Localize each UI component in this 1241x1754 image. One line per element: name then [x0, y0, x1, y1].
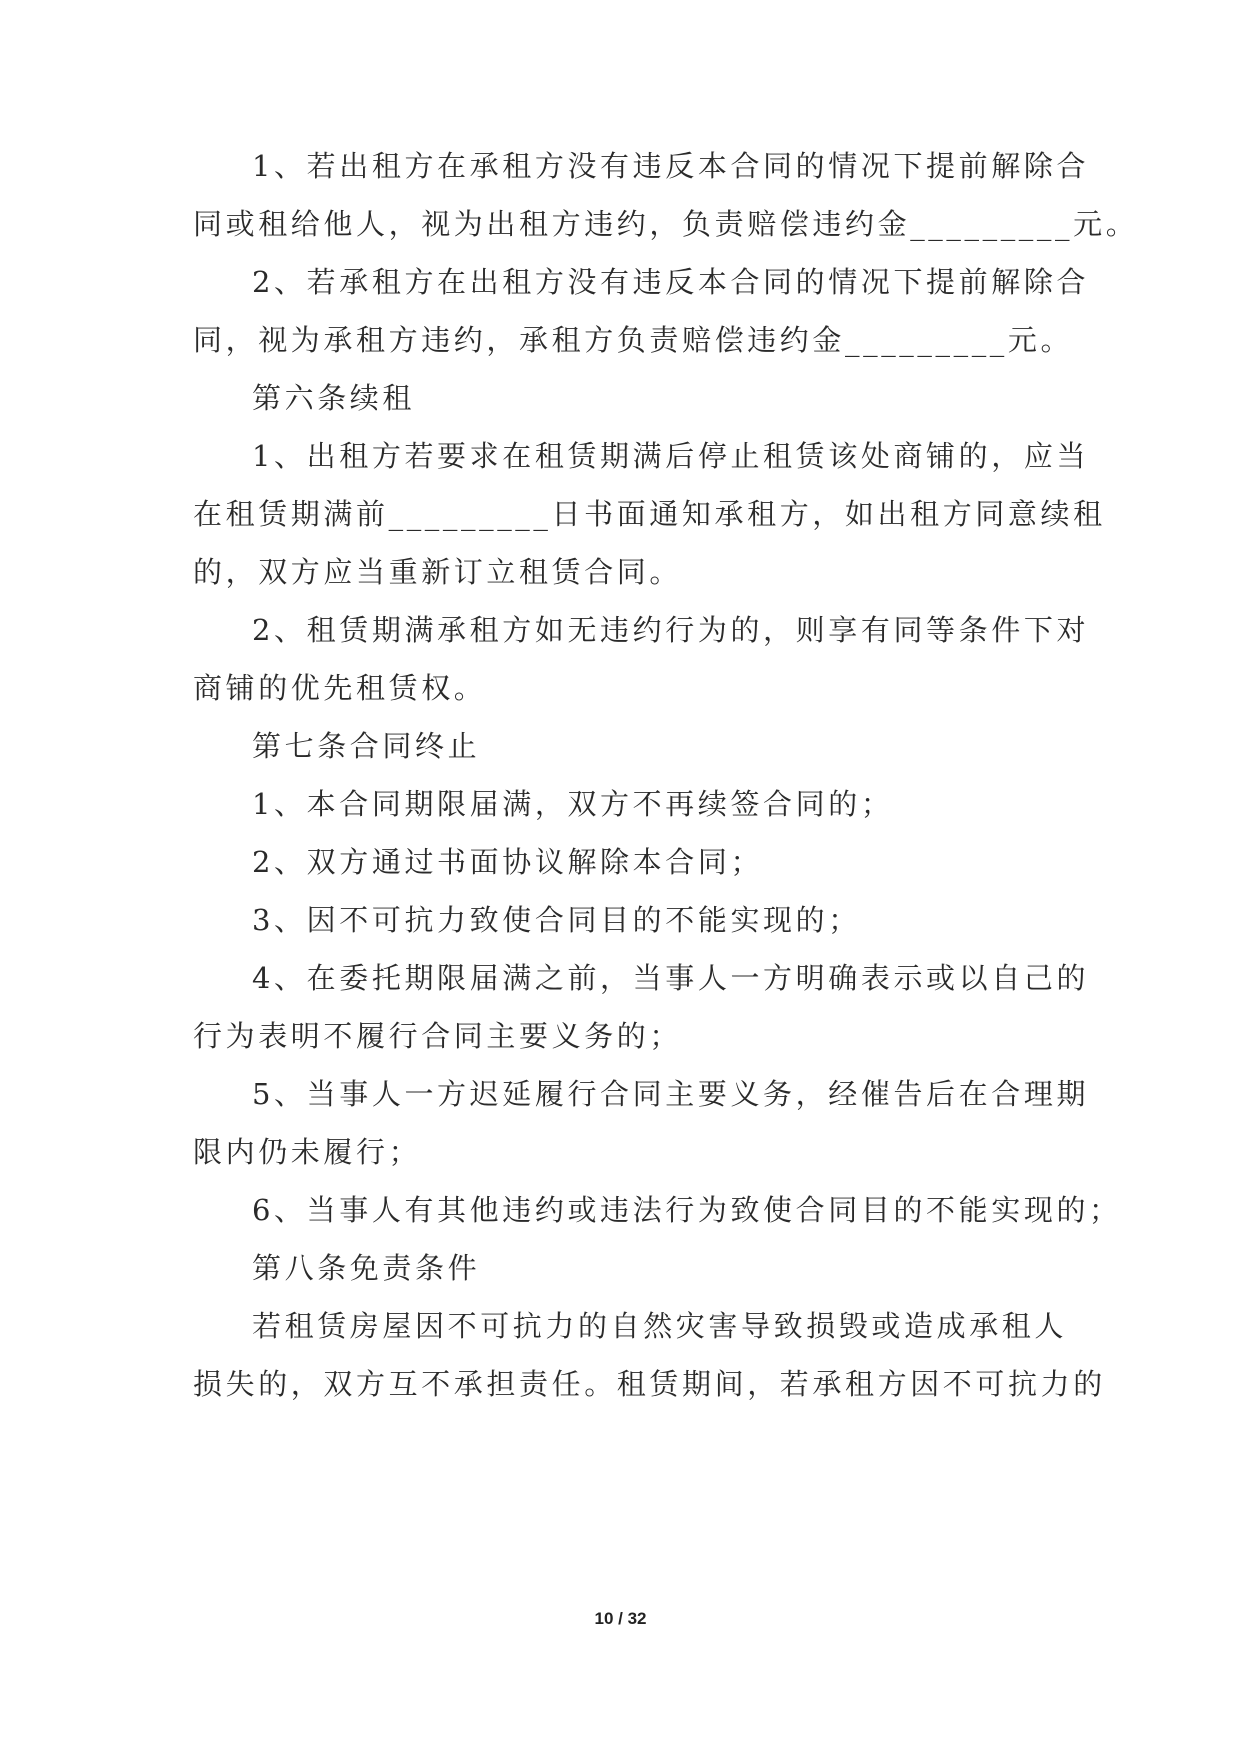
paragraph-line: 限内仍未履行；	[193, 1135, 422, 1169]
paragraph-line: 1、若出租方在承租方没有违反本合同的情况下提前解除合	[252, 149, 1090, 183]
paragraph-line: 同，视为承租方违约，承租方负责赔偿违约金_________元。	[193, 323, 1074, 357]
section-heading: 第七条合同终止	[252, 729, 481, 763]
paragraph-line: 若租赁房屋因不可抗力的自然灾害导致损毁或造成承租人	[252, 1309, 1068, 1343]
paragraph-line: 3、因不可抗力致使合同目的不能实现的；	[252, 903, 861, 937]
paragraph-line: 同或租给他人，视为出租方违约，负责赔偿违约金_________元。	[193, 207, 1139, 241]
paragraph-line: 4、在委托期限届满之前，当事人一方明确表示或以自己的	[252, 961, 1090, 995]
paragraph-line: 2、若承租方在出租方没有违反本合同的情况下提前解除合	[252, 265, 1090, 299]
paragraph-line: 的，双方应当重新订立租赁合同。	[193, 555, 683, 589]
paragraph-line: 6、当事人有其他违约或违法行为致使合同目的不能实现的；	[252, 1193, 1122, 1227]
paragraph-line: 1、出租方若要求在租赁期满后停止租赁该处商铺的，应当	[252, 439, 1090, 473]
paragraph-line: 行为表明不履行合同主要义务的；	[193, 1019, 683, 1053]
paragraph-line: 1、本合同期限届满，双方不再续签合同的；	[252, 787, 894, 821]
paragraph-line: 损失的，双方互不承担责任。租赁期间，若承租方因不可抗力的	[193, 1367, 1106, 1401]
paragraph-line: 2、租赁期满承租方如无违约行为的，则享有同等条件下对	[252, 613, 1090, 647]
paragraph-line: 5、当事人一方迟延履行合同主要义务，经催告后在合理期	[252, 1077, 1090, 1111]
section-heading: 第八条免责条件	[252, 1251, 481, 1285]
paragraph-line: 商铺的优先租赁权。	[193, 671, 487, 705]
section-heading: 第六条续租	[252, 381, 416, 415]
paragraph-line: 2、双方通过书面协议解除本合同；	[252, 845, 764, 879]
page-number: 10 / 32	[594, 1609, 647, 1628]
paragraph-line: 在租赁期满前_________日书面通知承租方，如出租方同意续租	[193, 497, 1106, 531]
